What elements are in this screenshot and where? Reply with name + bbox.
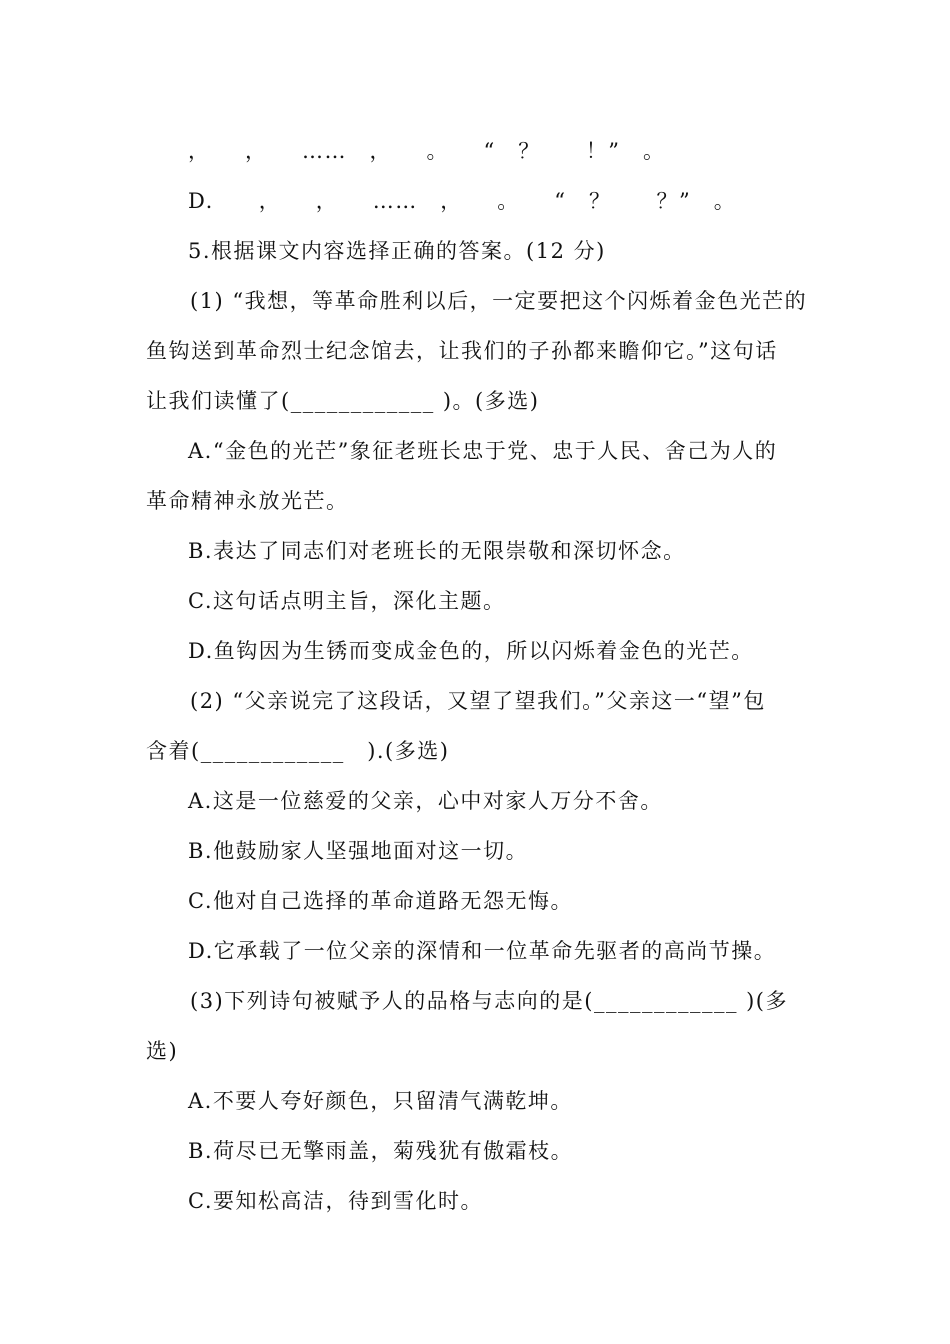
q5-1-option-b: B.表达了同志们对老班长的无限崇敬和深切怀念。 bbox=[188, 539, 686, 563]
q5-2-option-d: D.它承载了一位父亲的深情和一位革命先驱者的高尚节操。 bbox=[188, 939, 777, 963]
q5-1-option-a-line-1: A.“金色的光芒”象征老班长忠于党、忠于人民、舍己为人的 bbox=[188, 439, 778, 463]
q5-1-option-c: C.这句话点明主旨，深化主题。 bbox=[188, 589, 506, 613]
q5-2-option-a: A.这是一位慈爱的父亲，心中对家人万分不舍。 bbox=[188, 789, 663, 813]
q5-2-option-b: B.他鼓励家人坚强地面对这一切。 bbox=[188, 839, 529, 863]
q5-3-stem-line-2: 选) bbox=[146, 1039, 179, 1063]
q5-1-stem-line-3: 让我们读懂了(____________ )。(多选) bbox=[146, 389, 540, 413]
punctuation-answer-row: ， ， …… ， 。 “ ？ ！” 。 bbox=[188, 139, 666, 163]
q5-3-option-c: C.要知松高洁，待到雪化时。 bbox=[188, 1189, 483, 1213]
q5-3-option-a: A.不要人夸好颜色，只留清气满乾坤。 bbox=[188, 1089, 573, 1113]
q5-1-stem-line-1: (1) “我想，等革命胜利以后，一定要把这个闪烁着金色光芒的 bbox=[190, 289, 808, 313]
q5-3-option-b: B.荷尽已无擎雨盖，菊残犹有傲霜枝。 bbox=[188, 1139, 574, 1163]
q5-1-stem-line-2: 鱼钩送到革命烈士纪念馆去，让我们的子孙都来瞻仰它。”这句话 bbox=[146, 339, 778, 363]
q5-2-option-c: C.他对自己选择的革命道路无怨无悔。 bbox=[188, 889, 573, 913]
q5-2-stem-line-1: (2) “父亲说完了这段话，又望了望我们。”父亲这一“望”包 bbox=[190, 689, 766, 713]
q5-1-option-d: D.鱼钩因为生锈而变成金色的，所以闪烁着金色的光芒。 bbox=[188, 639, 754, 663]
q5-3-stem-line-1: (3)下列诗句被赋予人的品格与志向的是(____________ )(多 bbox=[190, 989, 788, 1013]
question-5-heading: 5.根据课文内容选择正确的答案。(12 分) bbox=[188, 239, 606, 263]
q5-1-option-a-line-2: 革命精神永放光芒。 bbox=[146, 489, 349, 513]
option-d-punctuation: D. ， ， …… ， 。 “ ？ ？” 。 bbox=[188, 189, 737, 213]
q5-2-stem-line-2: 含着(____________ ).(多选) bbox=[146, 739, 450, 763]
